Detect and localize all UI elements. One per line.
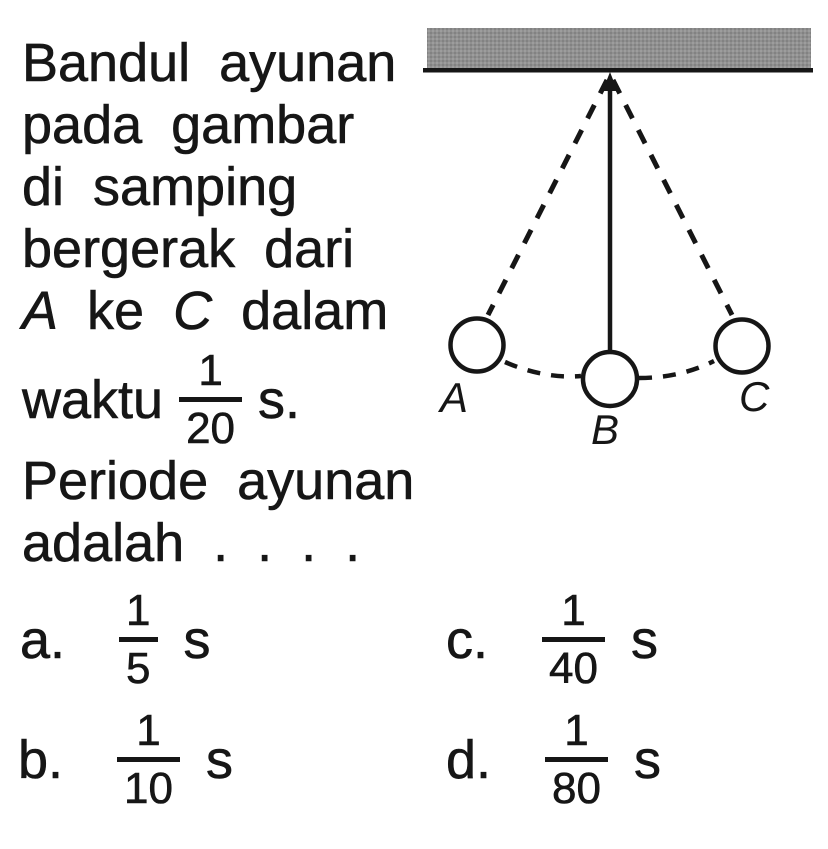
fraction-denominator: 20 <box>179 397 242 451</box>
option-d-letter: d. <box>446 730 492 790</box>
problem-statement <box>22 0 424 574</box>
problem-line-3: di samping <box>22 157 298 217</box>
bob-c <box>716 320 769 373</box>
unit-seconds: s. <box>258 370 301 430</box>
label-c: C <box>739 373 770 420</box>
bob-b <box>583 352 637 406</box>
word-dalam: dalam <box>241 281 389 341</box>
option-d-unit: s <box>634 730 661 790</box>
option-a-unit: s <box>183 610 211 670</box>
option-c-denominator: 40 <box>542 637 605 691</box>
problem-line-7: Periode ayunan <box>22 451 415 511</box>
problem-line-1: Bandul ayunan <box>22 33 397 93</box>
problem-line-5 <box>22 280 424 342</box>
option-a-denominator: 5 <box>119 637 157 691</box>
ceiling-underline <box>423 68 813 73</box>
problem-line-8: adalah . . . . <box>22 513 361 573</box>
option-c-unit: s <box>630 610 658 670</box>
option-a-fraction <box>119 586 157 693</box>
option-b-denominator: 10 <box>117 757 180 811</box>
option-d <box>446 706 661 813</box>
option-d-fraction <box>545 706 608 813</box>
option-b-fraction <box>117 706 180 813</box>
option-d-denominator: 80 <box>545 757 608 811</box>
option-d-numerator: 1 <box>564 706 589 755</box>
word-waktu: waktu <box>22 370 164 430</box>
label-b: B <box>591 406 620 453</box>
string-to-a-dashed <box>488 80 607 315</box>
ceiling-bar <box>427 28 811 68</box>
option-b <box>18 706 233 813</box>
label-a: A <box>440 374 469 421</box>
option-b-unit: s <box>206 730 233 790</box>
option-a-letter: a. <box>20 610 66 670</box>
problem-line-2: pada gambar <box>22 95 355 155</box>
swing-path-b-c <box>639 361 714 378</box>
option-c-letter: c. <box>446 610 489 670</box>
point-c-ref: C <box>173 281 213 341</box>
option-c-fraction <box>542 586 605 693</box>
bob-a <box>451 319 504 372</box>
problem-line-4: bergerak dari <box>22 219 355 279</box>
problem-line-6 <box>22 346 424 453</box>
time-fraction <box>179 346 242 453</box>
option-a-numerator: 1 <box>126 586 151 635</box>
point-a-ref: A <box>22 281 59 341</box>
swing-path-a-b <box>505 362 581 376</box>
option-c <box>446 586 658 693</box>
pendulum-diagram <box>414 0 828 470</box>
string-to-c-dashed <box>613 80 732 315</box>
word-ke: ke <box>87 281 145 341</box>
option-b-numerator: 1 <box>136 706 161 755</box>
fraction-numerator: 1 <box>198 346 223 395</box>
option-a <box>20 586 211 693</box>
option-b-letter: b. <box>18 730 64 790</box>
option-c-numerator: 1 <box>561 586 586 635</box>
